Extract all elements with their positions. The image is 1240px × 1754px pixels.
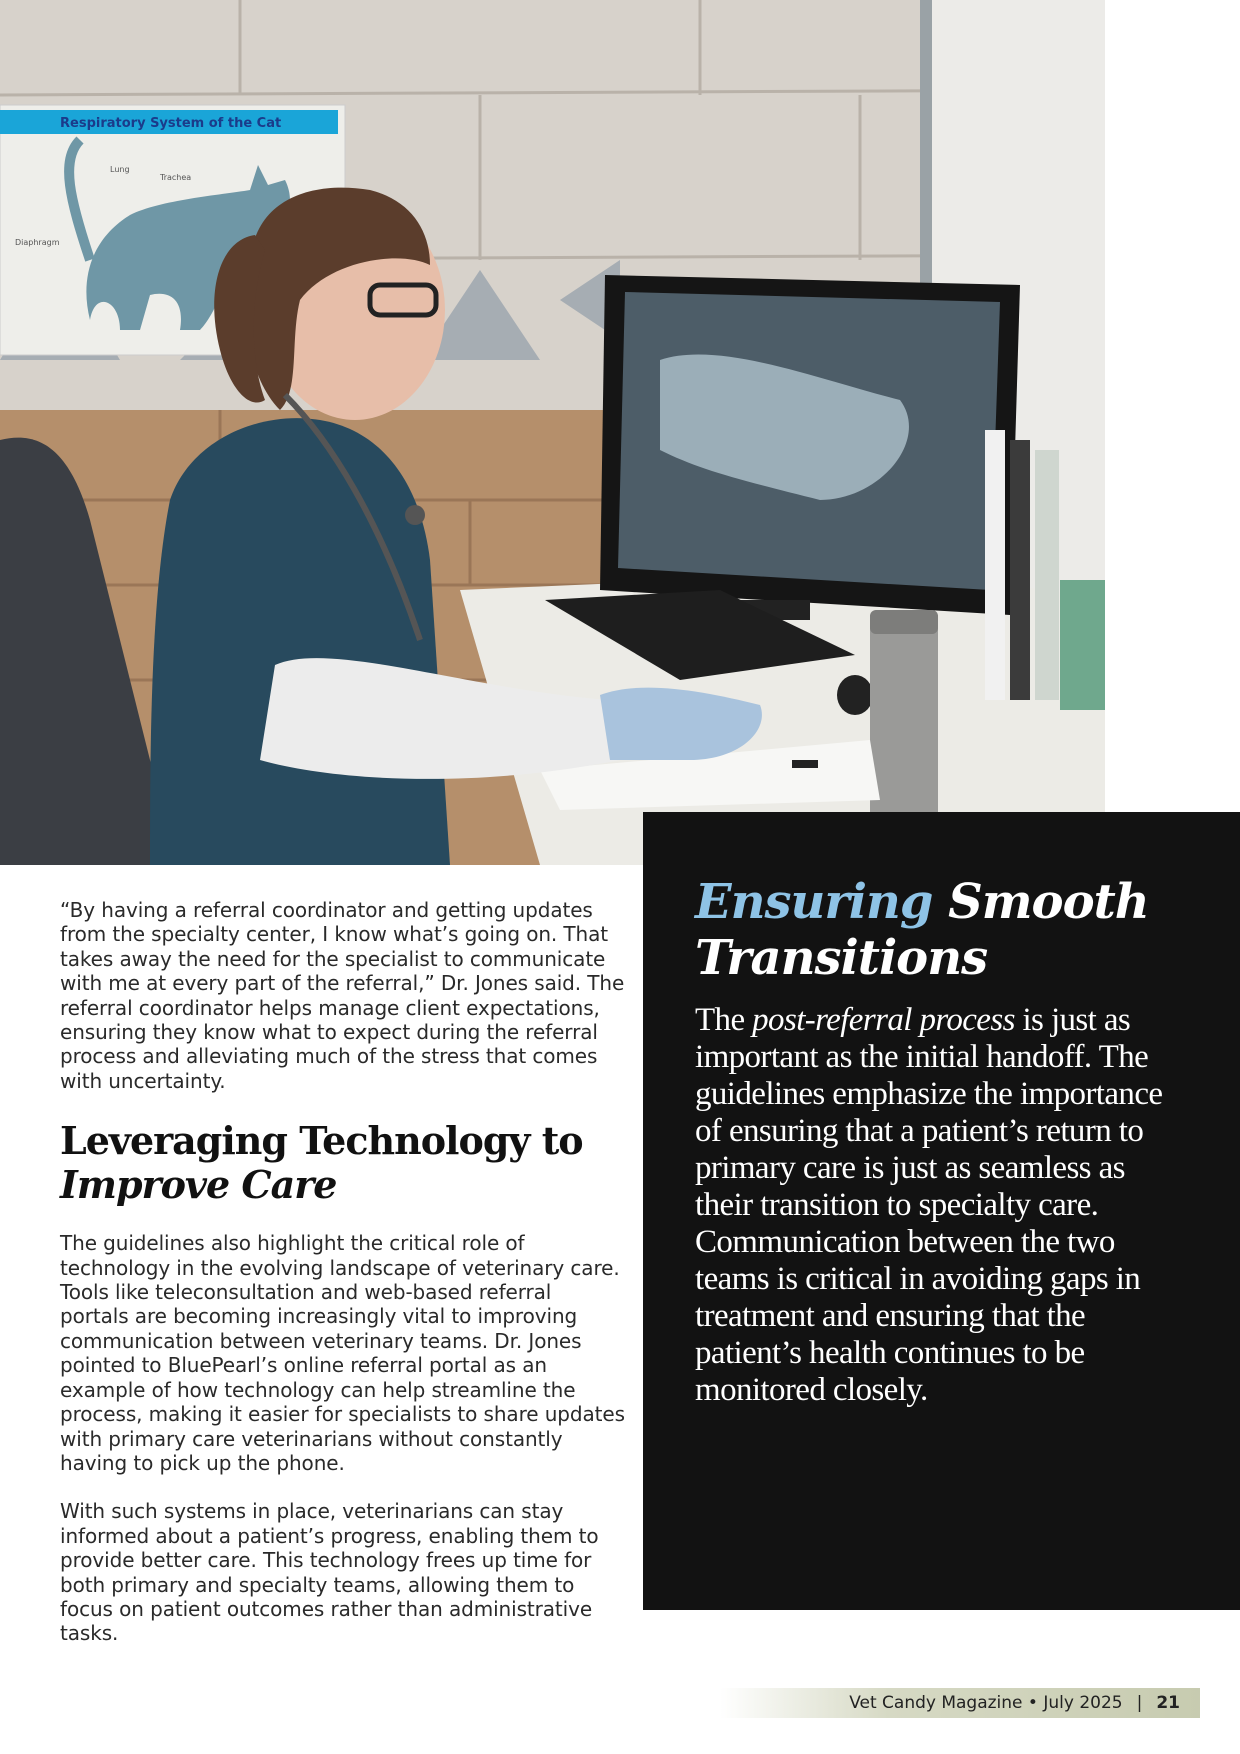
poster-label-trachea: Trachea [160, 173, 192, 182]
poster-label-diaphragm: Diaphragm [15, 238, 60, 247]
systems-paragraph: With such systems in place, veterinarians can stay informed about a patient’s progress, enabling them to provide better care. This technology frees up time for both primary and specialty teams, allowing them to focus on patient outcomes rather than administrative tasks. [60, 1499, 599, 1646]
callout-text-italic: post-referral process [752, 1002, 1015, 1038]
callout-text [695, 1002, 1165, 1409]
section-heading-line2: Improve Care [60, 1162, 337, 1208]
callout-text-part1: The [695, 1002, 753, 1038]
footer-separator: | [1136, 1693, 1143, 1713]
poster-title: Respiratory System of the Cat [60, 116, 282, 131]
left-column [60, 898, 625, 1646]
callout-title-accent: Ensuring [695, 874, 933, 930]
intro-paragraph: “By having a referral coordinator and getting updates from the specialty center, I know what’s going on. That takes away the need for the specialist to communicate with me at every part of the referral,” Dr. Jones said. The referral coordinator helps manage client expectations, ensuring they know what to expect during the referral process and alleviating much of the stress that comes with uncertainty. [60, 898, 625, 1093]
section-heading [60, 1119, 625, 1207]
callout-title-rest: Smooth Transitions [695, 874, 1149, 986]
callout-text-part2: is just as important as the initial handoff. The guidelines emphasize the importance of ensuring that a patient’s return to primary care is just as seamless as their transition to specialty care. Communication between the two teams is critical in avoiding gaps in treatment and ensuring that the patient’s health continues to be monitored closely. [695, 1002, 1163, 1408]
sidebar-callout-box [643, 812, 1240, 1610]
page-number: 21 [1156, 1693, 1180, 1713]
footer-publication: Vet Candy Magazine • July 2025 [849, 1693, 1123, 1713]
section-heading-line1: Leveraging Technology to [60, 1118, 583, 1164]
technology-paragraph: The guidelines also highlight the critical role of technology in the evolving landscape of veterinary care. Tools like teleconsultation and web-based referral portals are becoming increasingly vital to improving communication between veterinary teams. Dr. Jones pointed to BluePearl’s online referral portal as an example of how technology can help streamline the process, making it easier for specialists to share updates with primary care veterinarians without constantly having to pick up the phone. [60, 1231, 625, 1475]
poster-label-lung: Lung [110, 165, 130, 174]
hero-photo [0, 0, 1105, 865]
page-footer [720, 1688, 1200, 1718]
vet-at-computer-illustration [0, 0, 1105, 865]
callout-title [695, 874, 1165, 986]
